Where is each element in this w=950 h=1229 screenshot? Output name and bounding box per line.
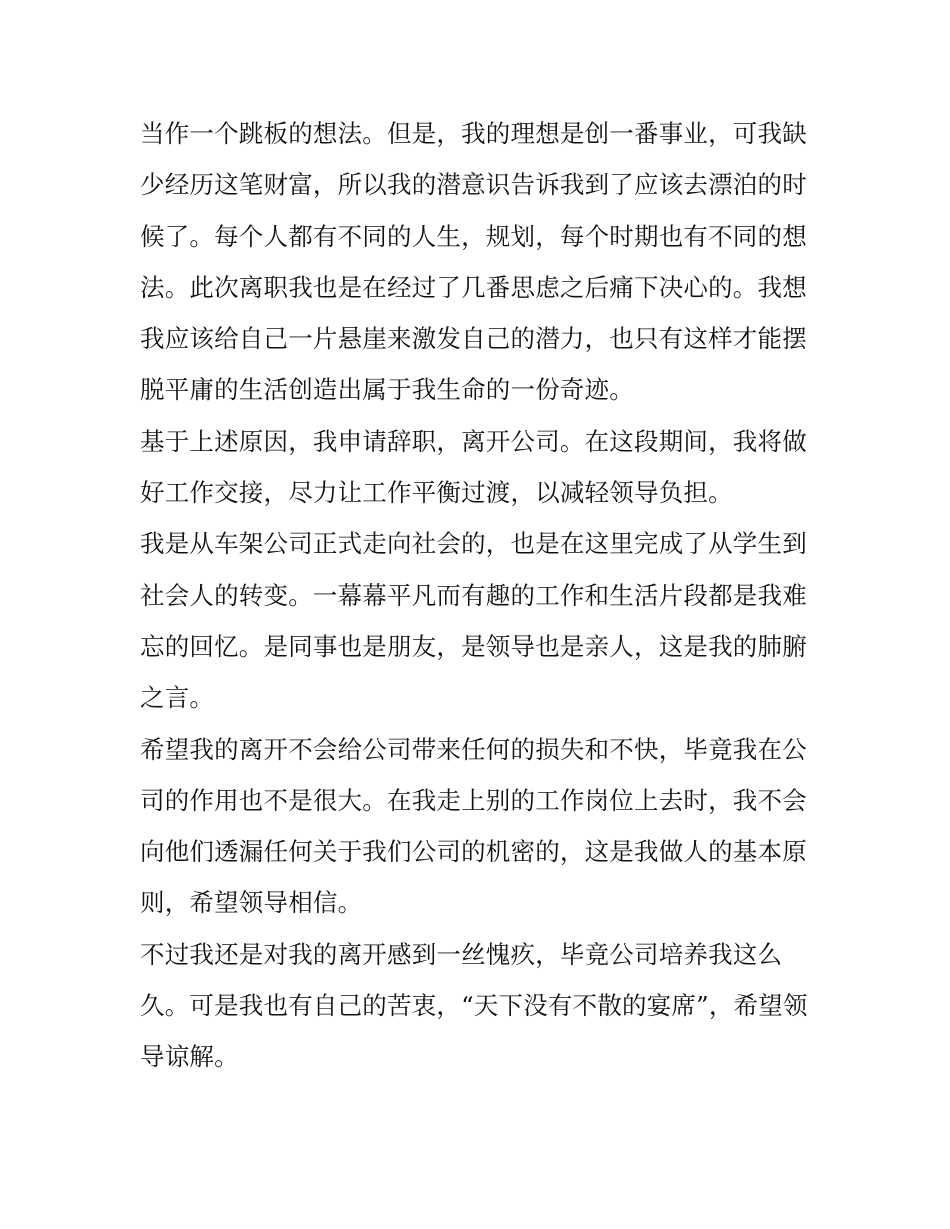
- paragraph-4: 希望我的离开不会给公司带来任何的损失和不快，毕竟我在公司的作用也不是很大。在我走上别的工作岗位上去时，我不会向他们透漏任何关于我们公司的机密的，这是我做人的基本原则，希望领导相信。: [140, 734, 807, 918]
- paragraph-5: 不过我还是对我的离开感到一丝愧疚，毕竟公司培养我这么久。可是我也有自己的苦衷，“天下没有不散的宴席”，希望领导谅解。: [140, 939, 808, 1072]
- paragraph-2: 基于上述原因，我申请辞职，离开公司。在这段期间，我将做好工作交接，尽力让工作平衡过渡，以减轻领导负担。: [140, 426, 807, 508]
- document-body: [140, 108, 816, 1083]
- paragraph-3: 我是从车架公司正式走向社会的，也是在这里完成了从学生到社会人的转变。一幕幕平凡而有趣的工作和生活片段都是我难忘的回忆。是同事也是朋友，是领导也是亲人，这是我的肺腑之言。: [140, 529, 807, 713]
- paragraph-1: 当作一个跳板的想法。但是，我的理想是创一番事业，可我缺少经历这笔财富，所以我的潜意识告诉我到了应该去漂泊的时候了。每个人都有不同的人生，规划，每个时期也有不同的想法。此次离职我也是在经过了几番思虑之后痛下决心的。我想我应该给自己一片悬崖来激发自己的潜力，也只有这样才能摆脱平庸的生活创造出属于我生命的一份奇迹。: [140, 119, 807, 405]
